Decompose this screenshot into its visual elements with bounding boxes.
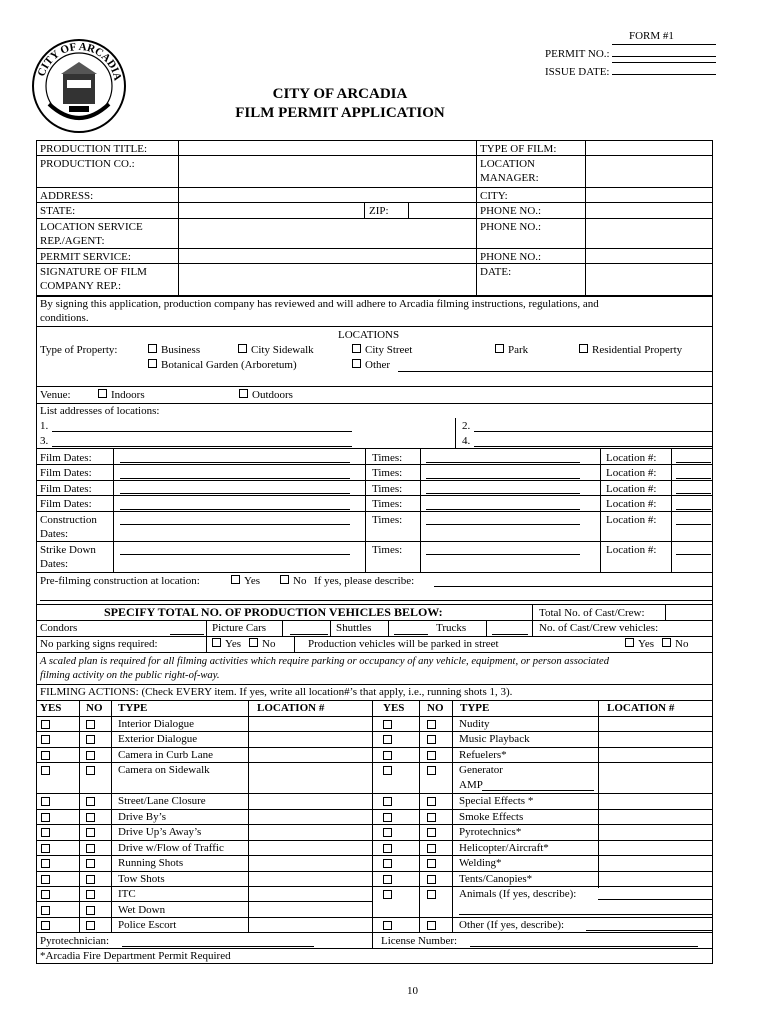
permit-no-field[interactable] <box>612 44 716 57</box>
location-column-header: LOCATION # <box>257 702 325 714</box>
grid-line <box>420 448 421 572</box>
location-service-label: LOCATION SERVICE <box>40 221 143 233</box>
grid-line <box>36 187 713 188</box>
yes-checkbox[interactable] <box>41 890 50 899</box>
phone-label: PHONE NO.: <box>480 205 542 217</box>
trucks-label: Trucks <box>436 622 467 634</box>
scaled-plan-note: A scaled plan is required for all filming activities which require parking or occupancy of any vehicle, equipment, or person associated <box>40 656 610 667</box>
film-dates-label: Film Dates: <box>40 498 92 510</box>
no-checkbox[interactable] <box>427 751 436 760</box>
option-label: Business <box>161 344 201 356</box>
location-manager-label: LOCATION <box>480 158 535 170</box>
svg-text:CITY OF ARCADIA: CITY OF ARCADIA <box>35 40 124 82</box>
no-column-header: NO <box>86 702 103 714</box>
option-label: Park <box>508 344 529 356</box>
trucks-field[interactable] <box>492 634 528 635</box>
type-of-property-label: Type of Property: <box>40 344 118 356</box>
venue-label: Venue: <box>40 389 71 401</box>
grid-line <box>294 636 295 652</box>
fire-dept-footnote: *Arcadia Fire Department Permit Required <box>40 950 231 962</box>
city-sidewalk-option[interactable] <box>238 344 314 357</box>
parked-street-label: Production vehicles will be parked in street <box>308 638 499 650</box>
action-type-label: Tents/Canopies* <box>459 873 533 885</box>
times-field[interactable] <box>426 524 580 525</box>
yes-checkbox[interactable] <box>383 844 392 853</box>
grid-line <box>486 620 487 636</box>
yes-checkbox[interactable] <box>383 813 392 822</box>
permit-no-label: PERMIT NO.: <box>545 48 610 60</box>
address-4-label: 4. <box>462 435 471 447</box>
grid-line <box>36 403 713 404</box>
grid-line <box>36 541 713 542</box>
action-type-label: Wet Down <box>118 904 166 916</box>
location-number-field[interactable] <box>676 478 711 479</box>
option-label: No <box>675 638 689 650</box>
times-field[interactable] <box>426 554 580 555</box>
prefilming-label: Pre-filming construction at location: <box>40 575 200 587</box>
yes-checkbox[interactable] <box>383 751 392 760</box>
grid-line <box>36 948 713 949</box>
action-type-label: Interior Dialogue <box>118 718 195 730</box>
grid-line <box>36 480 713 481</box>
checkbox[interactable] <box>231 575 240 584</box>
action-type-label: Other (If yes, describe): <box>459 919 565 931</box>
city-title: CITY OF ARCADIA <box>272 86 408 102</box>
option-label: Residential Property <box>592 344 683 356</box>
condors-label: Condors <box>40 622 78 634</box>
other-describe-field[interactable] <box>586 930 712 931</box>
checkbox[interactable] <box>239 389 248 398</box>
yes-checkbox[interactable] <box>383 890 392 899</box>
location-number-field[interactable] <box>676 493 711 494</box>
address-1-field[interactable] <box>52 431 352 432</box>
location-service-label-2: REP./AGENT: <box>40 235 105 247</box>
film-dates-label: Film Dates: <box>40 452 92 464</box>
option-label: Yes <box>225 638 242 650</box>
grid-line <box>36 263 713 264</box>
agreement-text: By signing this application, production company has reviewed and will adhere to Arcadia filming instructions, regulations, and <box>40 298 599 310</box>
no-checkbox[interactable] <box>427 921 436 930</box>
yes-checkbox[interactable] <box>41 828 50 837</box>
state-label: STATE: <box>40 205 76 217</box>
grid-line <box>36 295 713 297</box>
no-checkbox[interactable] <box>427 720 436 729</box>
no-checkbox[interactable] <box>86 813 95 822</box>
shuttles-label: Shuttles <box>336 622 372 634</box>
condors-field[interactable] <box>170 634 204 635</box>
action-type-label: Camera in Curb Lane <box>118 749 213 761</box>
grid-line <box>36 731 713 732</box>
yes-column-header: YES <box>383 702 405 714</box>
signature-label-2: COMPANY REP.: <box>40 280 122 292</box>
location-manager-label-2: MANAGER: <box>480 172 539 184</box>
no-checkbox[interactable] <box>86 751 95 760</box>
grid-line <box>36 824 713 825</box>
parked-yes-option[interactable] <box>625 638 654 651</box>
grid-line <box>36 809 713 810</box>
action-type-label: Smoke Effects <box>459 811 524 823</box>
phone-label: PHONE NO.: <box>480 221 542 233</box>
no-checkbox[interactable] <box>427 766 436 775</box>
grid-line <box>79 700 80 932</box>
no-checkbox[interactable] <box>86 906 95 915</box>
times-label: Times: <box>372 544 403 556</box>
no-checkbox[interactable] <box>86 859 95 868</box>
option-label: Botanical Garden (Arboretum) <box>161 359 297 371</box>
amp-label: AMP <box>459 779 483 791</box>
times-label: Times: <box>372 467 403 479</box>
prefilming-no-option[interactable] <box>280 575 306 588</box>
yes-checkbox[interactable] <box>383 875 392 884</box>
prefilming-describe-field-2[interactable] <box>40 600 712 601</box>
checkbox[interactable] <box>98 389 107 398</box>
grid-line <box>36 218 713 219</box>
no-checkbox[interactable] <box>86 921 95 930</box>
type-column-header: TYPE <box>118 702 148 714</box>
yes-checkbox[interactable] <box>41 875 50 884</box>
yes-checkbox[interactable] <box>383 921 392 930</box>
grid-line <box>388 620 389 636</box>
parked-no-option[interactable] <box>662 638 688 651</box>
yes-checkbox[interactable] <box>41 720 50 729</box>
grid-line <box>36 620 713 621</box>
grid-line <box>36 716 713 717</box>
address-4-field[interactable] <box>474 446 712 447</box>
grid-line <box>36 202 713 203</box>
location-number-label: Location #: <box>606 498 657 510</box>
checkbox[interactable] <box>249 638 258 647</box>
outdoors-option[interactable] <box>239 389 293 402</box>
prefilming-describe-label: If yes, please describe: <box>314 575 415 587</box>
no-checkbox[interactable] <box>427 890 436 899</box>
no-checkbox[interactable] <box>86 875 95 884</box>
grid-line <box>36 840 713 841</box>
option-label: Yes <box>638 638 655 650</box>
pyrotechnician-field[interactable] <box>122 946 314 947</box>
action-type-label: Tow Shots <box>118 873 165 885</box>
grid-line <box>532 604 533 620</box>
page-number: 10 <box>407 985 418 997</box>
yes-checkbox[interactable] <box>383 797 392 806</box>
yes-checkbox[interactable] <box>383 859 392 868</box>
no-checkbox[interactable] <box>427 875 436 884</box>
grid-line <box>111 700 112 932</box>
grid-line <box>598 700 599 888</box>
location-number-label: Location #: <box>606 514 657 526</box>
option-label: Yes <box>244 575 261 587</box>
vehicles-heading: SPECIFY TOTAL NO. OF PRODUCTION VEHICLES BELOW: <box>104 605 443 619</box>
no-checkbox[interactable] <box>427 797 436 806</box>
grid-line <box>36 855 713 856</box>
action-type-label: Running Shots <box>118 857 184 869</box>
signature-label: SIGNATURE OF FILM <box>40 266 147 278</box>
grid-line <box>206 636 207 652</box>
grid-line <box>206 620 207 636</box>
times-label: Times: <box>372 514 403 526</box>
no-checkbox[interactable] <box>86 720 95 729</box>
botanical-option[interactable] <box>148 359 297 372</box>
indoors-option[interactable] <box>98 389 145 402</box>
action-type-label: Drive Up’s Away’s <box>118 826 202 838</box>
list-addresses-label: List addresses of locations: <box>40 405 160 417</box>
no-checkbox[interactable] <box>86 735 95 744</box>
phone-label: PHONE NO.: <box>480 251 542 263</box>
grid-line <box>455 418 456 448</box>
city-label: CITY: <box>480 190 508 202</box>
total-cast-label: Total No. of Cast/Crew: <box>539 607 645 619</box>
location-number-label: Location #: <box>606 544 657 556</box>
grid-line <box>600 448 601 572</box>
grid-line <box>36 448 713 449</box>
grid-line <box>36 248 713 249</box>
other-option[interactable] <box>352 359 390 372</box>
grid-line <box>532 620 533 636</box>
action-type-label: Generator <box>459 764 503 776</box>
type-column-header: TYPE <box>460 702 490 714</box>
checkbox[interactable] <box>352 359 361 368</box>
no-checkbox[interactable] <box>86 844 95 853</box>
grid-line <box>36 932 713 933</box>
strike-dates-field[interactable] <box>120 554 350 555</box>
no-checkbox[interactable] <box>427 844 436 853</box>
location-number-field[interactable] <box>676 524 711 525</box>
picture-cars-field[interactable] <box>290 634 328 635</box>
issue-date-field[interactable] <box>612 62 716 75</box>
address-1-label: 1. <box>40 420 49 432</box>
action-type-label: Pyrotechnics* <box>459 826 522 838</box>
grid-line <box>36 901 373 902</box>
other-property-field[interactable] <box>398 371 712 372</box>
grid-line <box>452 700 453 932</box>
pyrotechnician-label: Pyrotechnician: <box>40 935 110 947</box>
license-number-field[interactable] <box>470 946 698 947</box>
license-number-label: License Number: <box>381 935 458 947</box>
grid-line <box>282 620 283 636</box>
grid-line <box>671 448 672 572</box>
grid-line <box>665 604 666 620</box>
checkbox[interactable] <box>495 344 504 353</box>
grid-line <box>36 652 713 653</box>
yes-checkbox[interactable] <box>41 766 50 775</box>
agreement-text-2: conditions. <box>40 312 89 324</box>
prefilming-describe-field[interactable] <box>434 586 712 587</box>
yes-checkbox[interactable] <box>41 735 50 744</box>
checkbox[interactable] <box>148 359 157 368</box>
address-2-label: 2. <box>462 420 471 432</box>
option-label: Outdoors <box>252 389 293 401</box>
no-column-header: NO <box>427 702 444 714</box>
yes-checkbox[interactable] <box>41 797 50 806</box>
grid-line <box>36 572 713 573</box>
production-title-label: PRODUCTION TITLE: <box>40 143 148 155</box>
option-label: City Street <box>365 344 413 356</box>
grid-line <box>113 448 114 572</box>
amp-field[interactable] <box>482 790 594 791</box>
cast-vehicles-label: No. of Cast/Crew vehicles: <box>539 622 659 634</box>
grid-line <box>36 886 713 887</box>
checkbox[interactable] <box>625 638 634 647</box>
action-type-label: Camera on Sidewalk <box>118 764 210 776</box>
action-type-label: Special Effects * <box>459 795 534 807</box>
date-label: DATE: <box>480 266 512 278</box>
action-type-label: Refuelers* <box>459 749 507 761</box>
yes-checkbox[interactable] <box>41 813 50 822</box>
grid-line <box>36 871 713 872</box>
production-co-label: PRODUCTION CO.: <box>40 158 135 170</box>
address-2-field[interactable] <box>474 431 712 432</box>
checkbox[interactable] <box>662 638 671 647</box>
grid-line <box>36 762 713 763</box>
zip-label: ZIP: <box>369 205 389 217</box>
scaled-plan-note-2: filming activity on the public right-of-way. <box>40 670 220 681</box>
strike-dates-label-2: Dates: <box>40 558 69 570</box>
no-parking-label: No parking signs required: <box>40 638 158 650</box>
grid-line <box>36 793 713 794</box>
no-checkbox[interactable] <box>86 890 95 899</box>
location-number-label: Location #: <box>606 483 657 495</box>
action-type-label: Music Playback <box>459 733 530 745</box>
no-checkbox[interactable] <box>427 828 436 837</box>
address-3-label: 3. <box>40 435 49 447</box>
times-field[interactable] <box>426 462 580 463</box>
address-3-field[interactable] <box>52 446 352 447</box>
action-type-label: Street/Lane Closure <box>118 795 206 807</box>
grid-line <box>364 202 365 218</box>
action-type-label: Nudity <box>459 718 490 730</box>
grid-line <box>36 700 713 701</box>
yes-checkbox[interactable] <box>383 766 392 775</box>
yes-checkbox[interactable] <box>41 906 50 915</box>
filming-actions-instructions: FILMING ACTIONS: (Check EVERY item. If yes, write all location#’s that apply, i.e., running shots 1, 3). <box>40 686 513 698</box>
residential-option[interactable] <box>579 344 682 357</box>
grid-line <box>36 511 713 512</box>
times-label: Times: <box>372 452 403 464</box>
times-field[interactable] <box>426 509 580 510</box>
option-label: City Sidewalk <box>251 344 314 356</box>
construction-dates-label-2: Dates: <box>40 528 69 540</box>
film-dates-field[interactable] <box>120 478 350 479</box>
yes-checkbox[interactable] <box>41 859 50 868</box>
grid-line <box>365 448 366 572</box>
grid-line <box>36 917 713 918</box>
film-dates-field[interactable] <box>120 462 350 463</box>
option-label: Other <box>365 359 391 371</box>
type-of-film-label: TYPE OF FILM: <box>480 143 557 155</box>
film-dates-field[interactable] <box>120 509 350 510</box>
action-type-label: Welding* <box>459 857 502 869</box>
action-type-label: Drive By’s <box>118 811 166 823</box>
action-type-label: Police Escort <box>118 919 177 931</box>
grid-line <box>36 326 713 327</box>
yes-checkbox[interactable] <box>41 844 50 853</box>
yes-checkbox[interactable] <box>383 735 392 744</box>
animals-describe-field[interactable] <box>598 899 712 900</box>
form-number: FORM #1 <box>629 30 674 42</box>
no-checkbox[interactable] <box>427 735 436 744</box>
yes-checkbox[interactable] <box>383 720 392 729</box>
option-label: Indoors <box>111 389 145 401</box>
construction-dates-label: Construction <box>40 514 97 526</box>
action-type-label: Exterior Dialogue <box>118 733 198 745</box>
yes-column-header: YES <box>40 702 62 714</box>
locations-heading: LOCATIONS <box>338 329 400 341</box>
no-checkbox[interactable] <box>86 766 95 775</box>
location-number-field[interactable] <box>676 554 711 555</box>
no-checkbox[interactable] <box>427 859 436 868</box>
checkbox[interactable] <box>352 344 361 353</box>
yes-checkbox[interactable] <box>41 751 50 760</box>
checkbox[interactable] <box>212 638 221 647</box>
prefilming-yes-option[interactable] <box>231 575 260 588</box>
action-type-label: Drive w/Flow of Traffic <box>118 842 224 854</box>
yes-checkbox[interactable] <box>41 921 50 930</box>
address-label: ADDRESS: <box>40 190 94 202</box>
strike-dates-label: Strike Down <box>40 544 96 556</box>
shuttles-field[interactable] <box>394 634 428 635</box>
location-number-label: Location #: <box>606 452 657 464</box>
no-checkbox[interactable] <box>86 828 95 837</box>
business-option[interactable] <box>148 344 200 357</box>
option-label: No <box>293 575 307 587</box>
grid-line <box>36 684 713 685</box>
location-number-field[interactable] <box>676 462 711 463</box>
issue-date-label: ISSUE DATE: <box>545 66 610 78</box>
grid-line <box>408 202 409 218</box>
permit-service-label: PERMIT SERVICE: <box>40 251 131 263</box>
action-type-label: Helicopter/Aircraft* <box>459 842 549 854</box>
form-title: FILM PERMIT APPLICATION <box>235 105 445 121</box>
no-checkbox[interactable] <box>427 813 436 822</box>
no-checkbox[interactable] <box>86 797 95 806</box>
times-field[interactable] <box>426 493 580 494</box>
grid-line <box>36 747 713 748</box>
location-number-field[interactable] <box>676 509 711 510</box>
film-dates-label: Film Dates: <box>40 467 92 479</box>
checkbox[interactable] <box>280 575 289 584</box>
grid-line <box>330 620 331 636</box>
grid-line <box>419 700 420 932</box>
picture-cars-label: Picture Cars <box>212 622 267 634</box>
checkbox[interactable] <box>579 344 588 353</box>
action-type-label: ITC <box>118 888 136 900</box>
grid-line <box>36 386 713 387</box>
location-number-label: Location #: <box>606 467 657 479</box>
grid-line <box>248 700 249 932</box>
times-field[interactable] <box>426 478 580 479</box>
film-dates-label: Film Dates: <box>40 483 92 495</box>
park-option[interactable] <box>495 344 528 357</box>
checkbox[interactable] <box>148 344 157 353</box>
construction-dates-field[interactable] <box>120 524 350 525</box>
grid-line <box>36 636 713 637</box>
permit-block <box>545 44 716 80</box>
film-dates-field[interactable] <box>120 493 350 494</box>
no-parking-no-option[interactable] <box>249 638 275 651</box>
animals-describe-field-2[interactable] <box>459 914 712 915</box>
city-street-option[interactable] <box>352 344 412 357</box>
action-type-label: Animals (If yes, describe): <box>459 888 577 900</box>
times-label: Times: <box>372 483 403 495</box>
yes-checkbox[interactable] <box>383 828 392 837</box>
no-parking-yes-option[interactable] <box>212 638 241 651</box>
option-label: No <box>262 638 276 650</box>
location-column-header: LOCATION # <box>607 702 675 714</box>
checkbox[interactable] <box>238 344 247 353</box>
times-label: Times: <box>372 498 403 510</box>
